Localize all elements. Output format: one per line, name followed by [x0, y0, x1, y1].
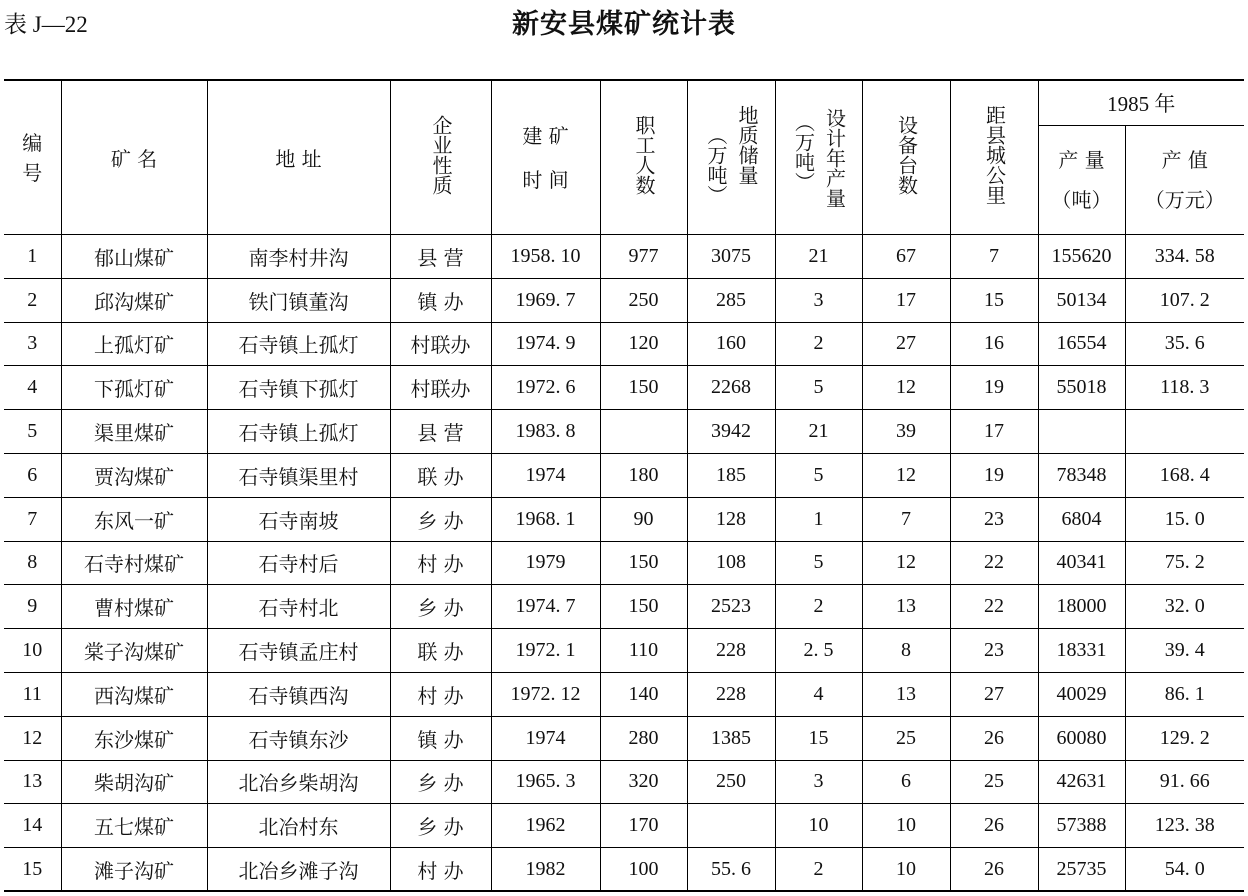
- cell-value: [1125, 410, 1244, 454]
- cell-distance: 26: [950, 716, 1038, 760]
- cell-equipment: 39: [862, 410, 950, 454]
- cell-nature: 联 办: [390, 453, 491, 497]
- cell-equipment: 17: [862, 278, 950, 322]
- cell-equipment: 7: [862, 497, 950, 541]
- cell-built: 1983. 8: [491, 410, 600, 454]
- cell-design: 10: [775, 804, 862, 848]
- table-row: [4, 541, 1244, 585]
- cell-no: 13: [4, 760, 61, 804]
- cell-nature: 村 办: [390, 672, 491, 716]
- cell-design: 2. 5: [775, 629, 862, 673]
- cell-address: 石寺镇上孤灯: [207, 410, 390, 454]
- cell-output: 42631: [1038, 760, 1125, 804]
- header-distance: 距县城公里: [950, 80, 1038, 235]
- cell-no: 10: [4, 629, 61, 673]
- cell-output: 78348: [1038, 453, 1125, 497]
- cell-design: 21: [775, 410, 862, 454]
- cell-built: 1972. 6: [491, 366, 600, 410]
- cell-built: 1965. 3: [491, 760, 600, 804]
- cell-value: 32. 0: [1125, 585, 1244, 629]
- cell-workers: 110: [600, 629, 687, 673]
- cell-built: 1974: [491, 716, 600, 760]
- cell-value: 129. 2: [1125, 716, 1244, 760]
- cell-distance: 17: [950, 410, 1038, 454]
- table-row: [4, 585, 1244, 629]
- cell-equipment: 12: [862, 541, 950, 585]
- header-output-line1: 产 量: [1058, 148, 1105, 172]
- cell-address: 石寺镇孟庄村: [207, 629, 390, 673]
- cell-output: [1038, 410, 1125, 454]
- cell-output: 18000: [1038, 585, 1125, 629]
- header-reserves-main: 地质储量: [735, 105, 759, 185]
- cell-distance: 22: [950, 585, 1038, 629]
- cell-built: 1972. 12: [491, 672, 600, 716]
- cell-no: 4: [4, 366, 61, 410]
- cell-reserves: 228: [687, 629, 775, 673]
- cell-name: 五七煤矿: [61, 804, 207, 848]
- cell-equipment: 10: [862, 848, 950, 892]
- cell-distance: 19: [950, 453, 1038, 497]
- cell-design: 2: [775, 322, 862, 366]
- cell-built: 1958. 10: [491, 235, 600, 279]
- cell-output: 40341: [1038, 541, 1125, 585]
- header-design-unit: （万吨）: [791, 111, 816, 192]
- cell-no: 12: [4, 716, 61, 760]
- cell-built: 1972. 1: [491, 629, 600, 673]
- cell-value: 123. 38: [1125, 804, 1244, 848]
- header-value-line1: 产 值: [1161, 148, 1208, 172]
- header-name: 矿 名: [61, 80, 207, 235]
- cell-nature: 县 营: [390, 410, 491, 454]
- cell-reserves: [687, 804, 775, 848]
- cell-equipment: 6: [862, 760, 950, 804]
- cell-reserves: 160: [687, 322, 775, 366]
- cell-built: 1979: [491, 541, 600, 585]
- cell-design: 2: [775, 848, 862, 892]
- cell-value: 168. 4: [1125, 453, 1244, 497]
- table-body: [4, 235, 1244, 892]
- cell-name: 郁山煤矿: [61, 235, 207, 279]
- header-workers: 职工人数: [600, 80, 687, 235]
- cell-value: 86. 1: [1125, 672, 1244, 716]
- cell-no: 8: [4, 541, 61, 585]
- cell-workers: 977: [600, 235, 687, 279]
- cell-address: 石寺村北: [207, 585, 390, 629]
- cell-distance: 26: [950, 804, 1038, 848]
- cell-workers: 140: [600, 672, 687, 716]
- cell-reserves: 285: [687, 278, 775, 322]
- cell-built: 1974. 7: [491, 585, 600, 629]
- cell-design: 1: [775, 497, 862, 541]
- cell-value: 75. 2: [1125, 541, 1244, 585]
- cell-distance: 15: [950, 278, 1038, 322]
- cell-design: 3: [775, 760, 862, 804]
- cell-workers: 180: [600, 453, 687, 497]
- header-built-line2: 时 间: [522, 167, 569, 192]
- cell-name: 贾沟煤矿: [61, 453, 207, 497]
- header-equipment: 设备台数: [862, 80, 950, 235]
- table-row: [4, 322, 1244, 366]
- cell-name: 邱沟煤矿: [61, 278, 207, 322]
- cell-workers: 150: [600, 585, 687, 629]
- header-value-line2: （万元）: [1144, 188, 1225, 212]
- cell-nature: 镇 办: [390, 716, 491, 760]
- cell-design: 21: [775, 235, 862, 279]
- cell-value: 35. 6: [1125, 322, 1244, 366]
- cell-workers: 150: [600, 366, 687, 410]
- cell-equipment: 67: [862, 235, 950, 279]
- cell-address: 北冶乡滩子沟: [207, 848, 390, 892]
- table-row: [4, 804, 1244, 848]
- cell-design: 3: [775, 278, 862, 322]
- cell-reserves: 185: [687, 453, 775, 497]
- header-output: [1038, 126, 1125, 235]
- cell-no: 14: [4, 804, 61, 848]
- table-row: [4, 716, 1244, 760]
- cell-distance: 23: [950, 629, 1038, 673]
- cell-no: 3: [4, 322, 61, 366]
- cell-address: 石寺镇西沟: [207, 672, 390, 716]
- cell-built: 1968. 1: [491, 497, 600, 541]
- header-design-output: [775, 80, 862, 235]
- cell-address: 石寺镇下孤灯: [207, 366, 390, 410]
- cell-nature: 乡 办: [390, 497, 491, 541]
- cell-nature: 乡 办: [390, 585, 491, 629]
- cell-output: 6804: [1038, 497, 1125, 541]
- cell-nature: 村联办: [390, 366, 491, 410]
- cell-distance: 7: [950, 235, 1038, 279]
- cell-nature: 镇 办: [390, 278, 491, 322]
- cell-workers: 170: [600, 804, 687, 848]
- cell-value: 15. 0: [1125, 497, 1244, 541]
- cell-value: 118. 3: [1125, 366, 1244, 410]
- cell-equipment: 25: [862, 716, 950, 760]
- cell-nature: 村 办: [390, 541, 491, 585]
- cell-nature: 村联办: [390, 322, 491, 366]
- cell-address: 石寺南坡: [207, 497, 390, 541]
- cell-nature: 乡 办: [390, 760, 491, 804]
- header-reserves-unit: （万吨）: [704, 125, 728, 205]
- cell-equipment: 27: [862, 322, 950, 366]
- cell-value: 334. 58: [1125, 235, 1244, 279]
- cell-reserves: 55. 6: [687, 848, 775, 892]
- cell-workers: 250: [600, 278, 687, 322]
- cell-built: 1969. 7: [491, 278, 600, 322]
- cell-distance: 19: [950, 366, 1038, 410]
- table-row: [4, 278, 1244, 322]
- cell-reserves: 3942: [687, 410, 775, 454]
- cell-no: 7: [4, 497, 61, 541]
- cell-reserves: 128: [687, 497, 775, 541]
- cell-nature: 联 办: [390, 629, 491, 673]
- cell-built: 1982: [491, 848, 600, 892]
- cell-name: 渠里煤矿: [61, 410, 207, 454]
- cell-address: 石寺村后: [207, 541, 390, 585]
- cell-workers: 120: [600, 322, 687, 366]
- cell-output: 50134: [1038, 278, 1125, 322]
- cell-equipment: 13: [862, 672, 950, 716]
- cell-no: 2: [4, 278, 61, 322]
- cell-nature: 乡 办: [390, 804, 491, 848]
- cell-address: 北冶村东: [207, 804, 390, 848]
- cell-value: 39. 4: [1125, 629, 1244, 673]
- cell-distance: 22: [950, 541, 1038, 585]
- cell-output: 16554: [1038, 322, 1125, 366]
- cell-output: 57388: [1038, 804, 1125, 848]
- cell-no: 9: [4, 585, 61, 629]
- cell-no: 15: [4, 848, 61, 892]
- cell-reserves: 250: [687, 760, 775, 804]
- header-no: 编号: [4, 80, 61, 235]
- cell-equipment: 10: [862, 804, 950, 848]
- header-address: 地 址: [207, 80, 390, 235]
- cell-design: 2: [775, 585, 862, 629]
- table-row: [4, 672, 1244, 716]
- table-number: 表 J—22: [4, 12, 88, 37]
- cell-nature: 县 营: [390, 235, 491, 279]
- cell-distance: 23: [950, 497, 1038, 541]
- cell-equipment: 8: [862, 629, 950, 673]
- table-row: [4, 235, 1244, 279]
- cell-design: 5: [775, 453, 862, 497]
- table-row: [4, 848, 1244, 892]
- header-built: [491, 80, 600, 235]
- table-row: [4, 497, 1244, 541]
- cell-workers: 90: [600, 497, 687, 541]
- cell-equipment: 12: [862, 366, 950, 410]
- cell-design: 5: [775, 541, 862, 585]
- cell-equipment: 12: [862, 453, 950, 497]
- cell-reserves: 1385: [687, 716, 775, 760]
- cell-reserves: 2268: [687, 366, 775, 410]
- cell-output: 155620: [1038, 235, 1125, 279]
- cell-distance: 16: [950, 322, 1038, 366]
- cell-value: 54. 0: [1125, 848, 1244, 892]
- cell-name: 棠子沟煤矿: [61, 629, 207, 673]
- cell-output: 25735: [1038, 848, 1125, 892]
- cell-no: 6: [4, 453, 61, 497]
- cell-name: 柴胡沟矿: [61, 760, 207, 804]
- cell-name: 滩子沟矿: [61, 848, 207, 892]
- table-row: [4, 453, 1244, 497]
- header-built-line1: 建 矿: [522, 123, 569, 148]
- cell-design: 5: [775, 366, 862, 410]
- cell-address: 石寺镇东沙: [207, 716, 390, 760]
- cell-reserves: 2523: [687, 585, 775, 629]
- cell-distance: 26: [950, 848, 1038, 892]
- header-design-main: 设计年产量: [822, 107, 847, 208]
- page-title: 新安县煤矿统计表: [512, 9, 736, 40]
- cell-reserves: 228: [687, 672, 775, 716]
- header-output-line2: （吨）: [1051, 188, 1112, 212]
- cell-distance: 27: [950, 672, 1038, 716]
- cell-nature: 村 办: [390, 848, 491, 892]
- cell-workers: 320: [600, 760, 687, 804]
- cell-name: 东风一矿: [61, 497, 207, 541]
- cell-name: 上孤灯矿: [61, 322, 207, 366]
- cell-name: 石寺村煤矿: [61, 541, 207, 585]
- cell-address: 铁门镇董沟: [207, 278, 390, 322]
- cell-no: 11: [4, 672, 61, 716]
- cell-address: 石寺镇渠里村: [207, 453, 390, 497]
- cell-distance: 25: [950, 760, 1038, 804]
- table-row: [4, 366, 1244, 410]
- header-year-group: 1985 年: [1038, 80, 1244, 126]
- cell-value: 107. 2: [1125, 278, 1244, 322]
- cell-built: 1974. 9: [491, 322, 600, 366]
- cell-built: 1962: [491, 804, 600, 848]
- cell-built: 1974: [491, 453, 600, 497]
- cell-address: 石寺镇上孤灯: [207, 322, 390, 366]
- cell-workers: [600, 410, 687, 454]
- cell-address: 南李村井沟: [207, 235, 390, 279]
- cell-name: 西沟煤矿: [61, 672, 207, 716]
- cell-value: 91. 66: [1125, 760, 1244, 804]
- cell-workers: 150: [600, 541, 687, 585]
- cell-name: 曹村煤矿: [61, 585, 207, 629]
- cell-name: 东沙煤矿: [61, 716, 207, 760]
- cell-no: 1: [4, 235, 61, 279]
- cell-reserves: 3075: [687, 235, 775, 279]
- cell-equipment: 13: [862, 585, 950, 629]
- cell-workers: 100: [600, 848, 687, 892]
- cell-output: 18331: [1038, 629, 1125, 673]
- cell-address: 北冶乡柴胡沟: [207, 760, 390, 804]
- coal-mine-table: [4, 79, 1244, 892]
- cell-design: 15: [775, 716, 862, 760]
- cell-output: 55018: [1038, 366, 1125, 410]
- cell-design: 4: [775, 672, 862, 716]
- cell-name: 下孤灯矿: [61, 366, 207, 410]
- cell-reserves: 108: [687, 541, 775, 585]
- cell-output: 40029: [1038, 672, 1125, 716]
- cell-output: 60080: [1038, 716, 1125, 760]
- cell-workers: 280: [600, 716, 687, 760]
- header-value: [1125, 126, 1244, 235]
- table-row: [4, 410, 1244, 454]
- header-nature: 企业性质: [390, 80, 491, 235]
- table-row: [4, 629, 1244, 673]
- header-reserves: [687, 80, 775, 235]
- cell-no: 5: [4, 410, 61, 454]
- table-row: [4, 760, 1244, 804]
